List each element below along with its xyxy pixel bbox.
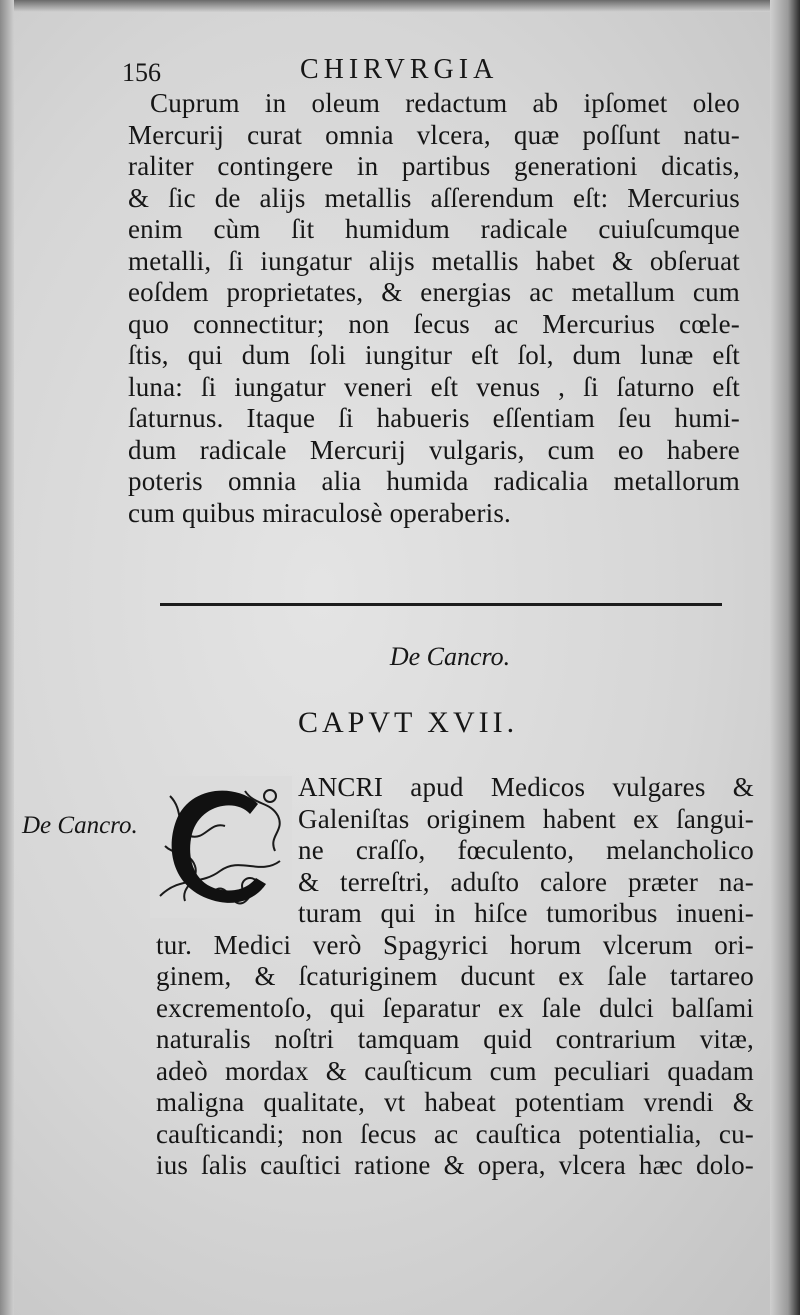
text-line: eoſdem proprietates, & energias ac metallum cum <box>128 277 740 307</box>
text-line <box>156 772 754 804</box>
paragraph-de-cancro <box>156 772 754 1182</box>
text-line: ſaturnus. Itaque ſi habueris eſſentiam ſeu humi- <box>128 403 740 433</box>
text-line: Mercurij curat omnia vlcera, quæ poſſunt natu- <box>128 119 740 150</box>
text-line: maligna qualitate, vt habeat potentiam vrendi & <box>156 1087 754 1117</box>
section-divider-rule <box>160 603 722 606</box>
section-subheading: De Cancro. <box>389 642 511 671</box>
text-line: tur. Medici verò Spagyrici horum vlcerum ori- <box>156 929 754 960</box>
text-line: enim cùm ſit humidum radicale cuiuſcumque <box>128 214 740 244</box>
text-line: cauſticandi; non ſecus ac cauſtica potentialia, cu- <box>156 1118 754 1149</box>
text-line: metalli, ſi iungatur alijs metallis habet & obſeruat <box>128 245 740 276</box>
text-line: ſtis, qui dum ſoli iungitur eſt ſol, dum lunæ eſt <box>128 340 740 370</box>
text-line-content: Galeniſtas originem habent ex ſangui- <box>298 803 754 834</box>
text-line: luna: ſi iungatur veneri eſt venus , ſi ſaturno eſt <box>128 371 740 402</box>
text-line: naturalis noſtri tamquam quid contrarium vitæ, <box>156 1024 754 1054</box>
text-line: ginem, & ſcaturiginem ducunt ex ſale tartareo <box>156 961 754 991</box>
text-line: dum radicale Mercurij vulgaris, cum eo habere <box>128 434 740 465</box>
text-line <box>156 804 754 836</box>
text-line: ius ſalis cauſtici ratione & opera, vlcera hæc dolo- <box>156 1150 754 1180</box>
page-top-shadow <box>0 0 800 12</box>
text-line: raliter contingere in partibus generationi dicatis, <box>128 151 740 181</box>
chapter-heading: CAPVT XVII. <box>298 706 519 739</box>
text-line <box>156 898 754 930</box>
text-line-content: ANCRI apud Medicos vulgares & <box>298 772 754 802</box>
paragraph-mercurius <box>128 88 740 529</box>
text-line: poteris omnia alia humida radicalia metallorum <box>128 466 740 496</box>
text-line-content: ne craſſo, fœculento, melancholico <box>298 835 754 865</box>
text-line: adeò mordax & cauſticum cum peculiari quadam <box>156 1055 754 1086</box>
text-line: Cuprum in oleum redactum ab ipſomet oleo <box>150 88 740 118</box>
text-line: cum quibus miraculosè operaberis. <box>128 497 511 528</box>
text-line: excrementoſo, qui ſeparatur ex ſale dulci balſami <box>156 992 754 1023</box>
running-head: CHIRVRGIA <box>300 54 499 85</box>
text-line-content: turam qui in hiſce tumoribus inueni- <box>298 898 754 928</box>
text-line-content: & terreſtri, aduſto calore præter na- <box>298 866 754 897</box>
margin-note: De Cancro. <box>22 812 138 839</box>
text-line: & ſic de alijs metallis aſſerendum eſt: Mercurius <box>128 182 740 213</box>
text-line: quo connectitur; non ſecus ac Mercurius cœle- <box>128 308 740 339</box>
page-number: 156 <box>122 58 161 87</box>
text-line <box>156 835 754 867</box>
text-line <box>156 867 754 899</box>
